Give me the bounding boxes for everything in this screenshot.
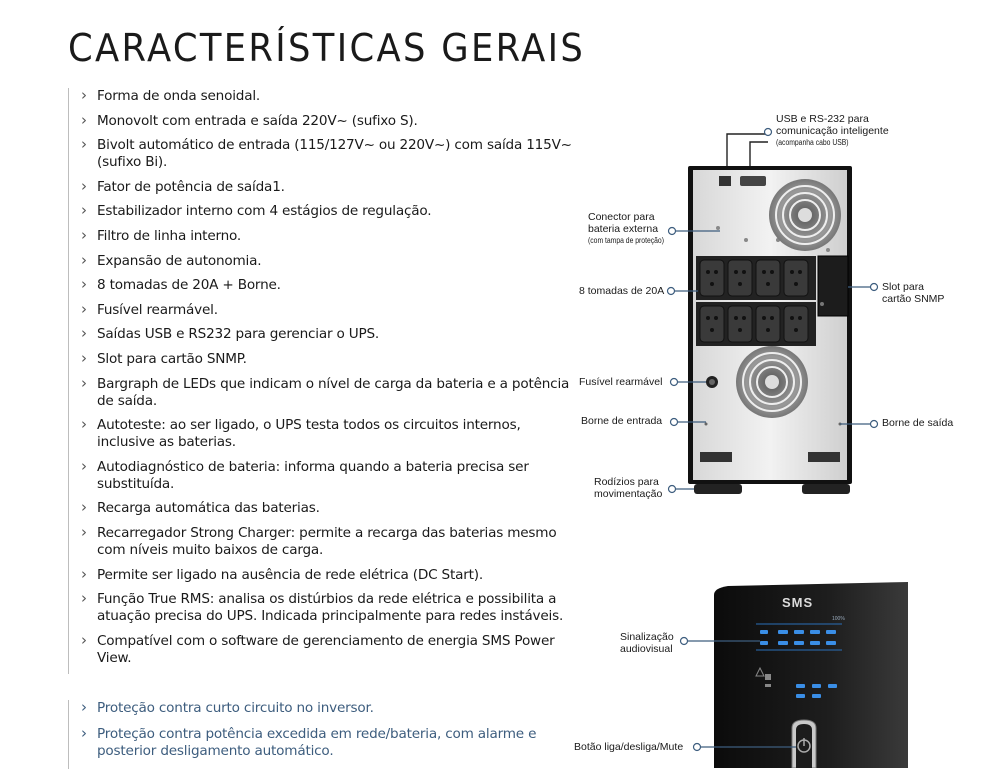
list-item: › Recarregador Strong Charger: permite a recarga das baterias mesmo com níveis muito baixos de carga. [97, 525, 572, 559]
callout-snmp: Slot para cartão SNMP [882, 281, 945, 305]
list-item: › Autodiagnóstico de bateria: informa quando a bateria precisa ser substituída. [97, 459, 572, 493]
callout-borne-out: Borne de saída [882, 417, 954, 429]
wheel-right [802, 484, 850, 494]
callout-outlets: 8 tomadas de 20A [579, 285, 665, 297]
ups-back-panel-image [560, 100, 1000, 768]
callout-usb: USB e RS-232 para comunicação inteligente (acompanha cabo USB) [776, 113, 889, 147]
list-item: › Fusível rearmável. [97, 302, 572, 319]
list-item: › Proteção contra potência excedida em rede/bateria, com alarme e posterior desligamento automático. [97, 726, 572, 760]
list-item: › Forma de onda senoidal. [97, 88, 572, 105]
list-item: › 8 tomadas de 20A + Borne. [97, 277, 572, 294]
list-item: › Permite ser ligado na ausência de rede elétrica (DC Start). [97, 567, 572, 584]
brand-logo: SMS [782, 595, 814, 610]
protections-list [68, 700, 572, 769]
product-figure [560, 100, 1000, 768]
callout-borne-in: Borne de entrada [581, 415, 663, 427]
page-title: CARACTERÍSTICAS GERAIS [68, 26, 586, 70]
features-list [68, 88, 572, 674]
callout-wheels: Rodízios para movimentação [594, 476, 663, 500]
list-item: › Filtro de linha interno. [97, 228, 572, 245]
list-item: › Função True RMS: analisa os distúrbios da rede elétrica e possibilita a atuação precisa do UPS. Indicada principalmente para redes instáveis. [97, 591, 572, 625]
list-item: › Fator de potência de saída1. [97, 179, 572, 196]
list-item: › Slot para cartão SNMP. [97, 351, 572, 368]
list-item: › Proteção contra curto circuito no inversor. [97, 700, 572, 717]
list-item: › Compatível com o software de gerenciamento de energia SMS Power View. [97, 633, 572, 667]
list-item: › Estabilizador interno com 4 estágios de regulação. [97, 203, 572, 220]
list-item: › Monovolt com entrada e saída 220V~ (sufixo S). [97, 113, 572, 130]
list-item: › Recarga automática das baterias. [97, 500, 572, 517]
wheel-left [694, 484, 742, 494]
callout-external-battery: Conector para bateria externa (com tampa de proteção) [588, 211, 664, 245]
snmp-slot [818, 256, 848, 316]
list-item: › Saídas USB e RS232 para gerenciar o UPS. [97, 326, 572, 343]
callout-fuse: Fusível rearmável [579, 376, 663, 388]
list-item: › Expansão de autonomia. [97, 253, 572, 270]
list-item: › Autoteste: ao ser ligado, o UPS testa todos os circuitos internos, inclusive as baterias. [97, 417, 572, 451]
list-item: › Bargraph de LEDs que indicam o nível de carga da bateria e a potência de saída. [97, 376, 572, 410]
callout-signal: Sinalização audiovisual [620, 631, 674, 655]
list-item: › Bivolt automático de entrada (115/127V~ ou 220V~) com saída 115V~ (sufixo Bi). [97, 137, 572, 171]
callout-power-button: Botão liga/desliga/Mute [574, 741, 684, 753]
bargraph-scale-label: 100% [832, 616, 845, 622]
